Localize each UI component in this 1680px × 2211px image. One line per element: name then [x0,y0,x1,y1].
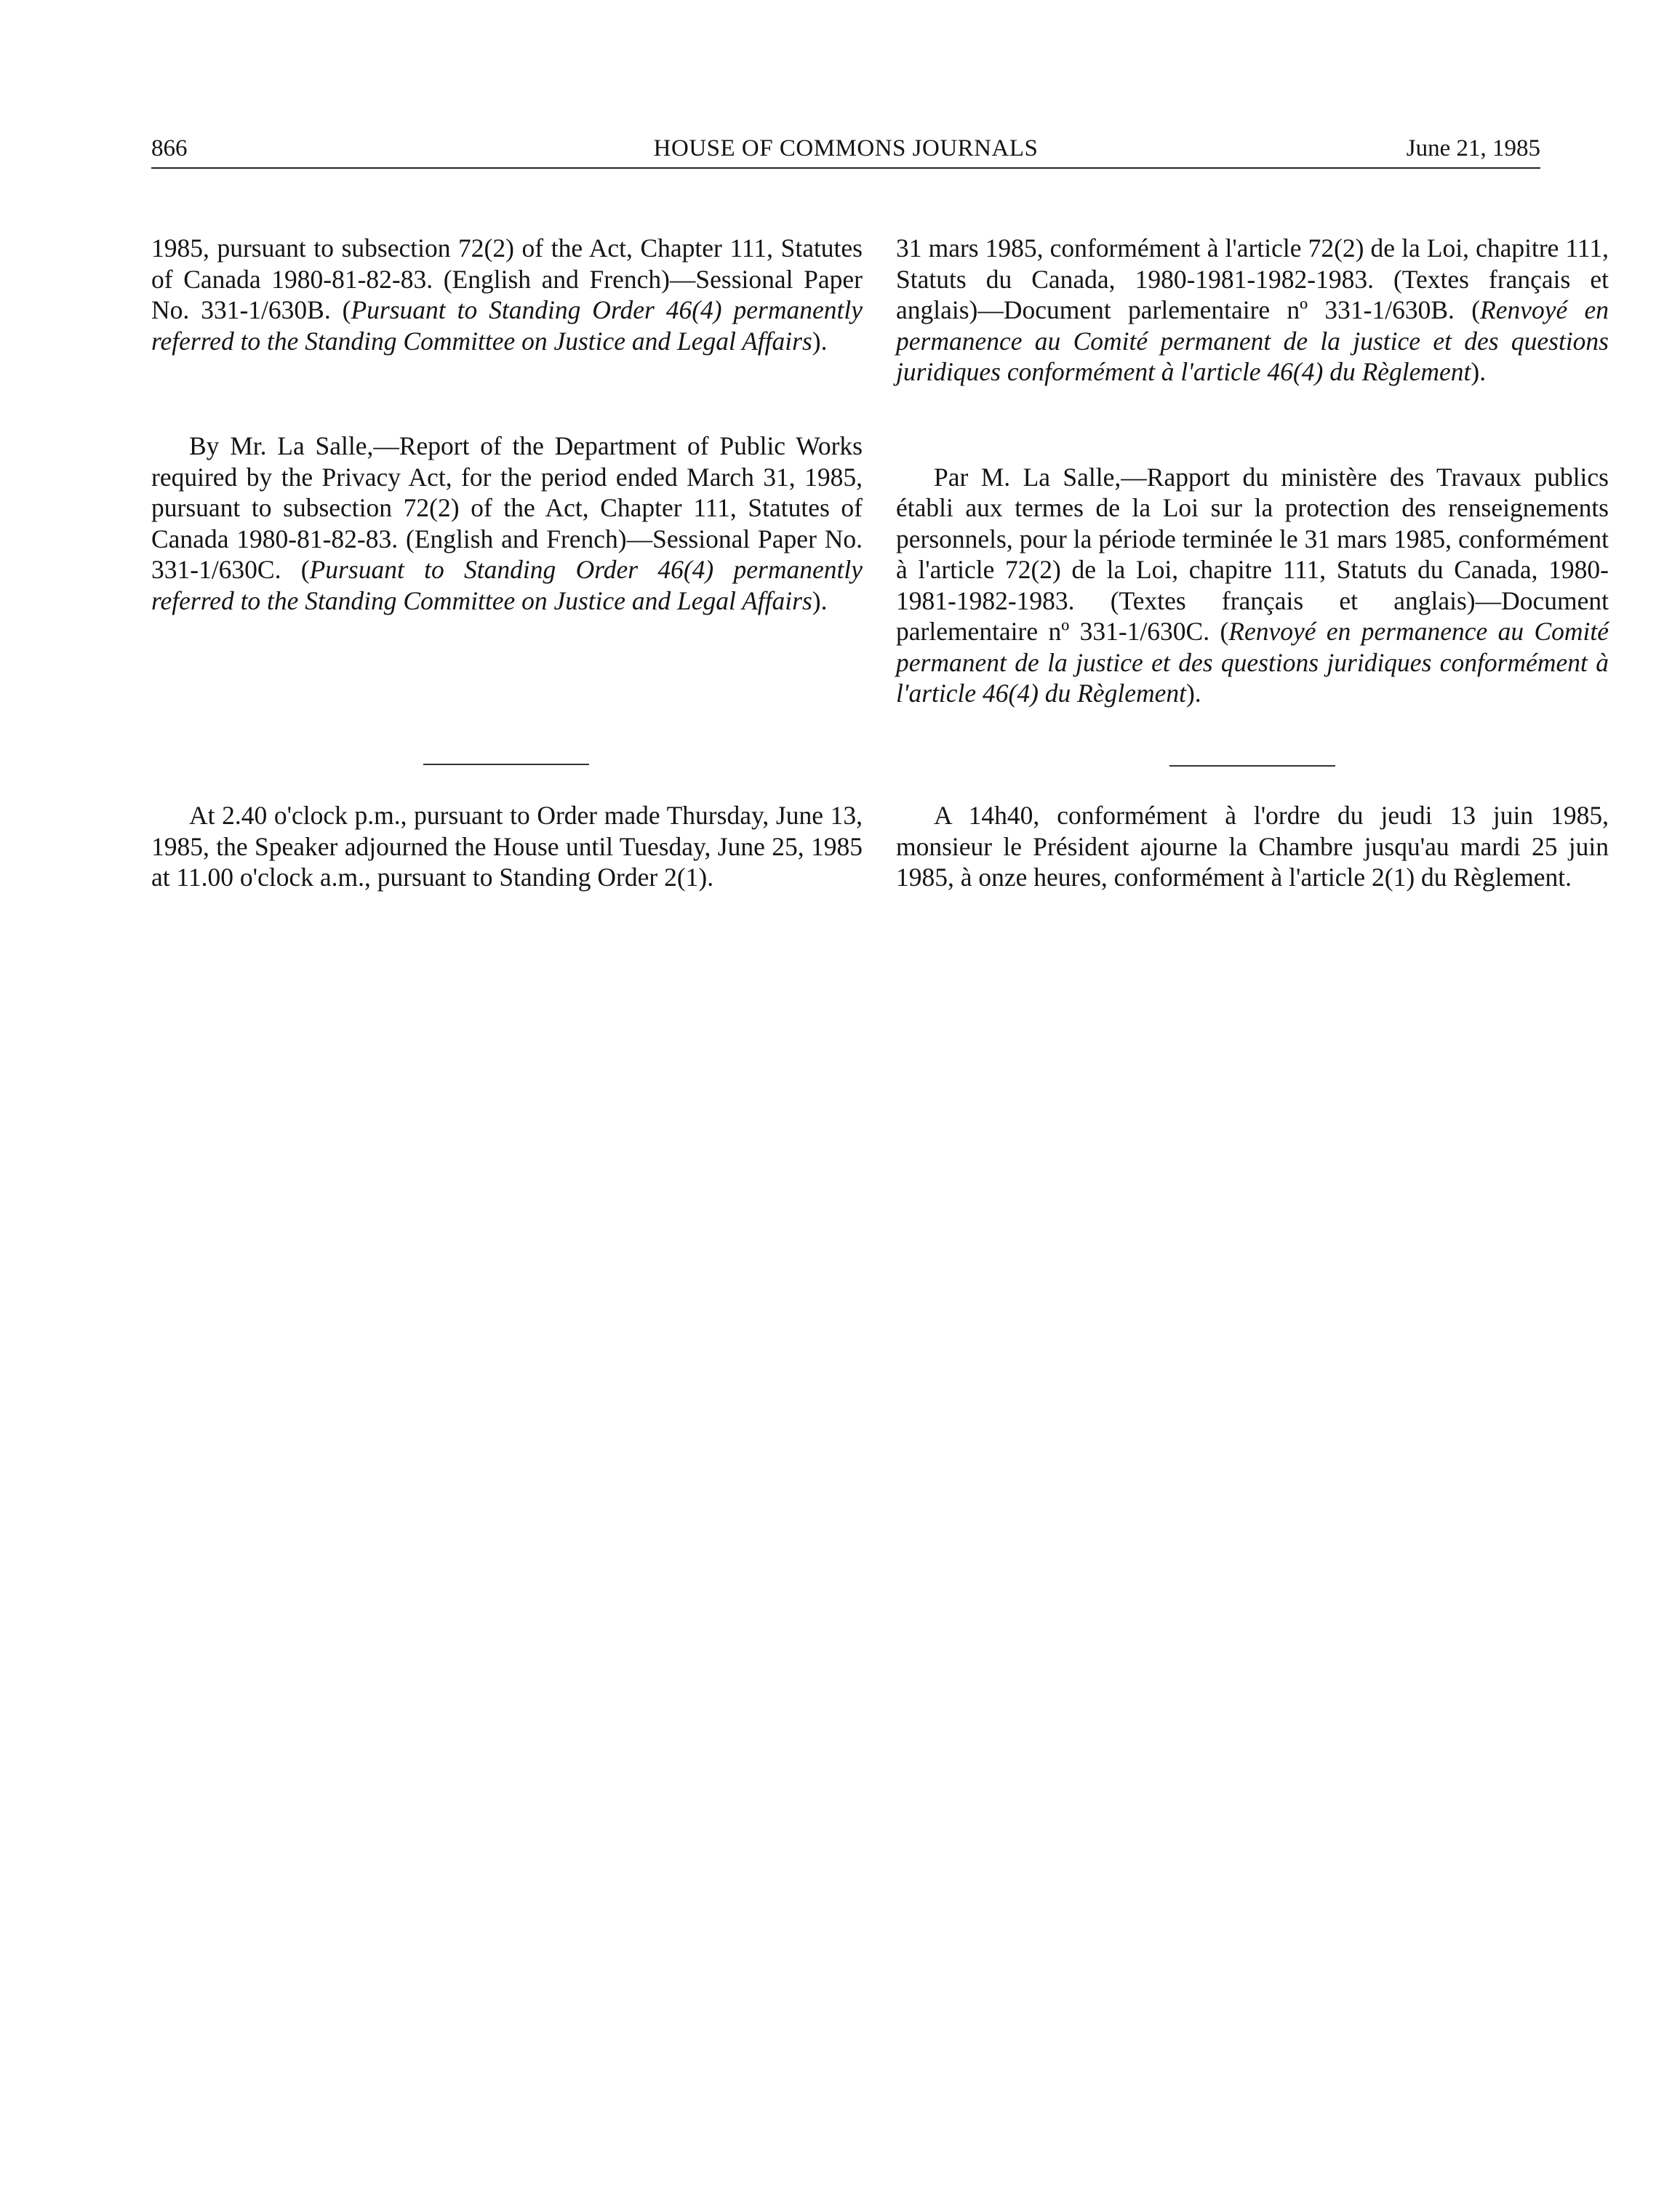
header-rule [151,167,1540,169]
french-adjournment [896,800,1609,893]
section-separator-right [1169,765,1335,767]
english-column [151,233,863,616]
english-paragraph-continued [151,233,863,356]
paragraph-text: 1985, pursuant to subsection 72(2) of the Act, Chapter 111, Statutes of Canada 1980-81-82-83. (English and French)—Sessional Paper No. 331-1/630B. ( [151,233,863,324]
referral-note: Renvoyé en permanence au Comité permanent de la justice et des questions juridiques conformément à l'article 46(4) du Règlement [896,617,1609,708]
header-date: June 21, 1985 [1406,135,1540,161]
french-paragraph-report [896,462,1609,709]
paragraph-text: Par M. La Salle,—Rapport du ministère des Travaux publics établi aux termes de la Loi sur la protection des renseignements personnels, pour la période terminée le 31 mars 1985, conformément à l'article 72(2) de la Loi, chapitre 111, Statuts du Canada, 1980-1981-1982-1983. (Textes français et anglais)—Document parlementaire nº 331-1/630C. ( [896,462,1609,646]
page-number: 866 [151,135,188,161]
english-adjournment [151,800,863,893]
paragraph-tail: ). [812,326,828,356]
journal-title: HOUSE OF COMMONS JOURNALS [653,135,1039,161]
paragraph-tail: ). [1471,357,1487,386]
running-head [151,131,1540,166]
french-column [896,233,1609,709]
english-paragraph-report [151,431,863,616]
paragraph-tail: ). [1185,679,1201,708]
french-paragraph-continued [896,233,1609,388]
english-adjournment-text: At 2.40 o'clock p.m., pursuant to Order made Thursday, June 13, 1985, the Speaker adjourned the House until Tuesday, June 25, 1985 at 11.00 o'clock a.m., pursuant to Standing Order 2(1). [151,801,863,892]
paragraph-tail: ). [812,585,828,615]
french-adjournment-text: A 14h40, conformément à l'ordre du jeudi 13 juin 1985, monsieur le Président ajourne la Chambre jusqu'au mardi 25 juin 1985, à onze heures, conformément à l'article 2(1) du Règlement. [896,801,1609,892]
referral-note: Renvoyé en permanence au Comité permanent de la justice et des questions juridiques conformément à l'article 46(4) du Règlement [896,295,1609,386]
referral-note: Pursuant to Standing Order 46(4) permanently referred to the Standing Committee on Justice and Legal Affairs [151,295,863,356]
referral-note: Pursuant to Standing Order 46(4) permanently referred to the Standing Committee on Justice and Legal Affairs [151,555,863,615]
paragraph-text: By Mr. La Salle,—Report of the Department of Public Works required by the Privacy Act, for the period ended March 31, 1985, pursuant to subsection 72(2) of the Act, Chapter 111, Statutes of Canada 1980-81-82-83. (English and French)—Sessional Paper No. 331-1/630C. ( [151,431,863,584]
section-separator-left [423,764,589,765]
paragraph-text: 31 mars 1985, conformément à l'article 72(2) de la Loi, chapitre 111, Statuts du Canada, 1980-1981-1982-1983. (Textes français et anglais)—Document parlementaire nº 331-1/630B. ( [896,233,1609,324]
